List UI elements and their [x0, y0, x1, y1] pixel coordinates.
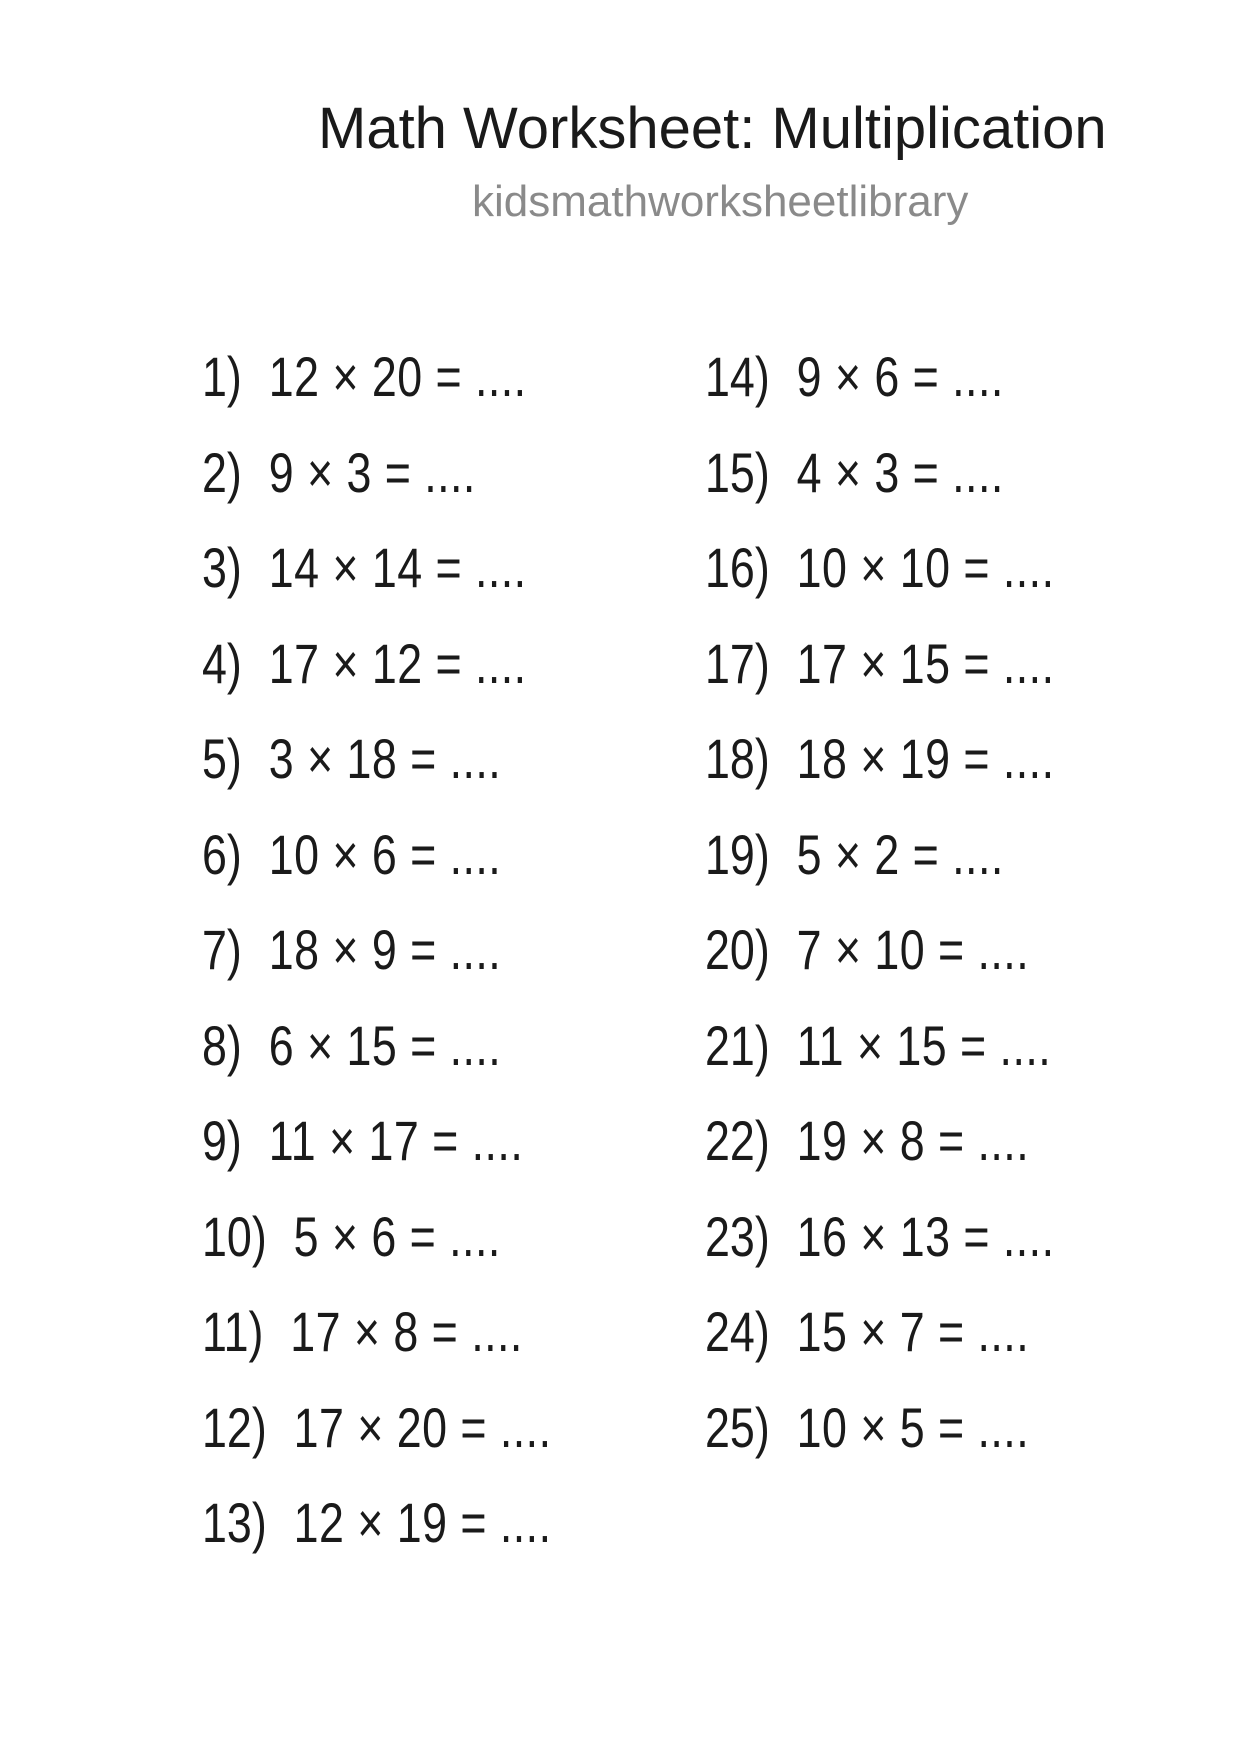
problem-expression: 12 × 19 = .... — [293, 1491, 552, 1554]
problem-row — [202, 425, 551, 521]
problem-expression: 18 × 9 = .... — [268, 918, 502, 981]
problem-row — [202, 1284, 551, 1380]
problem-number: 2) — [202, 440, 242, 504]
problem-row — [705, 1189, 1054, 1285]
problem-row — [202, 807, 551, 903]
problem-expression: 10 × 5 = .... — [796, 1395, 1030, 1459]
worksheet-title: Math Worksheet: Multiplication — [318, 96, 1107, 161]
problem-number: 22) — [705, 1109, 770, 1172]
problem-row — [705, 425, 1054, 521]
problem-row — [202, 711, 551, 807]
problem-expression: 17 × 20 = .... — [293, 1395, 552, 1459]
problem-number: 1) — [202, 345, 242, 408]
problem-number: 5) — [202, 727, 242, 790]
problem-expression: 18 × 19 = .... — [796, 727, 1055, 790]
problem-number: 17) — [705, 631, 770, 695]
problem-row — [202, 998, 551, 1094]
problem-row — [202, 1380, 551, 1476]
problem-number: 4) — [202, 631, 242, 695]
problem-number: 21) — [705, 1013, 770, 1077]
problem-expression: 10 × 10 = .... — [796, 536, 1055, 599]
problem-number: 16) — [705, 536, 770, 599]
problem-expression: 10 × 6 = .... — [268, 822, 502, 886]
problem-number: 23) — [705, 1204, 770, 1268]
problem-number: 7) — [202, 918, 242, 981]
worksheet-subtitle: kidsmathworksheetlibrary — [472, 177, 969, 226]
problem-expression: 19 × 8 = .... — [796, 1109, 1030, 1172]
problem-expression: 14 × 14 = .... — [268, 536, 527, 599]
problem-expression: 4 × 3 = .... — [796, 440, 1004, 504]
problem-row — [202, 616, 551, 712]
problem-expression: 15 × 7 = .... — [796, 1300, 1030, 1363]
problem-number: 15) — [705, 440, 770, 504]
problem-row — [705, 1380, 1054, 1476]
problem-row — [202, 1093, 551, 1189]
problem-expression: 17 × 12 = .... — [268, 631, 527, 695]
problem-number: 18) — [705, 727, 770, 790]
problem-number: 3) — [202, 536, 242, 599]
problem-number: 11) — [202, 1300, 264, 1363]
problem-row — [705, 711, 1054, 807]
problem-number: 19) — [705, 822, 770, 886]
problem-expression: 17 × 8 = .... — [290, 1300, 523, 1363]
problem-expression: 17 × 15 = .... — [796, 631, 1055, 695]
problem-number: 14) — [705, 345, 770, 408]
problem-expression: 11 × 15 = .... — [796, 1013, 1052, 1077]
problem-number: 13) — [202, 1491, 267, 1554]
problem-expression: 6 × 15 = .... — [268, 1013, 502, 1077]
problem-expression: 12 × 20 = .... — [268, 345, 527, 408]
problem-row — [705, 329, 1054, 425]
problem-number: 24) — [705, 1300, 770, 1363]
problem-expression: 3 × 18 = .... — [268, 727, 502, 790]
problem-number: 25) — [705, 1395, 770, 1459]
problem-row — [705, 616, 1054, 712]
problem-expression: 5 × 6 = .... — [293, 1204, 501, 1268]
problem-row — [202, 1189, 551, 1285]
problem-row — [705, 1284, 1054, 1380]
problem-row — [202, 1475, 551, 1571]
problems-column-right — [705, 329, 1054, 1475]
problem-row — [705, 998, 1054, 1094]
problem-row — [705, 1093, 1054, 1189]
problem-expression: 9 × 3 = .... — [268, 440, 476, 504]
problem-number: 8) — [202, 1013, 242, 1077]
problem-expression: 16 × 13 = .... — [796, 1204, 1055, 1268]
problem-number: 9) — [202, 1109, 242, 1172]
problem-expression: 11 × 17 = .... — [268, 1109, 524, 1172]
problem-number: 10) — [202, 1204, 267, 1268]
problem-row — [202, 520, 551, 616]
problem-row — [202, 902, 551, 998]
problem-row — [705, 902, 1054, 998]
problem-number: 6) — [202, 822, 242, 886]
problem-number: 20) — [705, 918, 770, 981]
problem-row — [705, 520, 1054, 616]
problem-row — [705, 807, 1054, 903]
problem-row — [202, 329, 551, 425]
problem-expression: 9 × 6 = .... — [796, 345, 1004, 408]
problem-expression: 5 × 2 = .... — [796, 822, 1004, 886]
problems-column-left — [202, 329, 551, 1571]
problem-number: 12) — [202, 1395, 267, 1459]
problem-expression: 7 × 10 = .... — [796, 918, 1030, 981]
